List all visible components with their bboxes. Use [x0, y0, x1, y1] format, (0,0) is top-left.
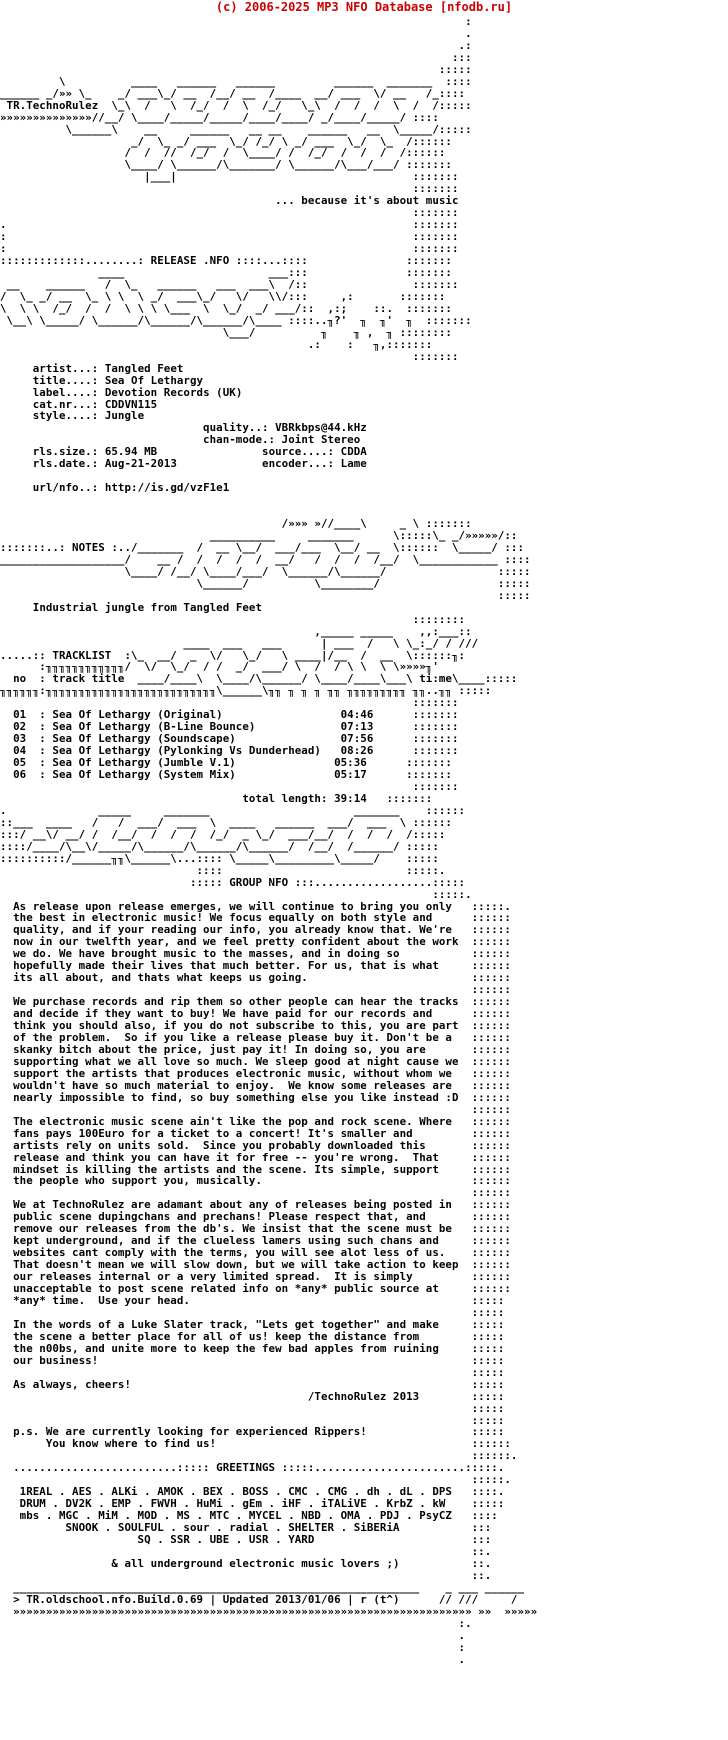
- total-label: ::::::: total length:: [242, 780, 459, 805]
- track-row: 06 : Sea Of Lethargy (System Mix) 05:17 :::::::: [0, 768, 452, 782]
- title-label: title....:: [32, 373, 99, 387]
- source-label: source....:: [157, 445, 341, 459]
- size-label: rls.size.:: [32, 445, 99, 459]
- greetings-text: 1REAL . AES . ALKi . AMOK . BEX . BOSS . CMC . CMG . dh . dL . DPS ::::. DRUM . DV2K . EMP . FWVH . HuMi . gEm . iHF . iTALiVE . KrbZ . kW ::::: mbs . MGC . MiM . MOD . MS . MTC . MYCEL . NBD . OMA . PDJ . PsyCZ :::: SNOOK . SOULFUL . sour . radial . SHELTER . SiBERiA ::: SQ . SSR . UBE . USR . YARD ::: ::. & all underground electronic music lovers ;) ::. ::.: [19, 1485, 505, 1582]
- track-row: 05 : Sea Of Lethargy (Jumble V.1) 05:36 :::::::: [0, 756, 452, 770]
- url-label: url/nfo..:: [32, 481, 99, 495]
- quality-value: VBRkbps@44.kHz: [275, 421, 367, 435]
- group-info-text: As release upon release emerges, we will continue to bring you only :::::. the best in electronic music! We focus equally on both style and :::::: quality, and if your reading our info, you already know that. We're :::::: now in our twelfth year, and we feel pretty confident about the work :::::: we do. We have brought music to the masses, and in doing so :::::: hopefully made their lives that much better. For us, that is what :::::: its all about, and thats what keeps us going. :::::: :::::: We purchase records and rip them so other people can hear the tracks :::::: and decide if they want to buy! We have paid for our records and :::::: think you should also, if you do not subscribe to this, you are part :::::: of the problem. So if you like a release please buy it. Don't be a :::::: skanky bitch about the price, just pay it! In doing so, you are :::::: supporting what we all love so much. We sleep good at night cause we :::::: support the artists that produces electronic music, without whom we :::::: wouldn't have so much material to enjoy. We know some releases are :::::: nearly impossible to find, so buy something else you like instead :D :::::: :::::: The electronic music scene ain't like the pop and rock scene. Where :::::: fans pays 100Euro for a ticket to a concert! It's smaller and :::::: artists rely on units sold. Since you probably downloaded this :::::: release and think you can have it for free -- you're wrong. That :::::: mindset is killing the artists and the scene. Its simple, support :::::: the people who support you, musically. :::::: :::::: We at TechnoRulez are adamant about any of releases being posted in :::::: public scene dupingchans and prechans! Please respect that, and :::::: remove our releases from the db's. We insist that the scene must be :::::: kept underground, and if the clueless lamers using such chans and :::::: websites cant comply with the terms, you will see alot less of us. :::::: That doesn't mean we will slow down, but we will take action to keep :::::: our releases internal or a very limited spread. It is simply :::::: unacceptable to post scene related info on *any* public source at :::::: *any* time. Use your head. ::::: ::::: In the words of a Luke Slater track, "Lets get together" and make ::::: the scene a better place for all of us! keep the distance from ::::: the n00bs, and unite more to keep the few bad apples from ruining ::::: our business! ::::: ::::: As always, cheers! ::::: /TechnoRulez 2013 ::::: ::::: ::::: p.s. We are currently looking for experienced Rippers! ::::: You know where to find us! :::::: ::::::.: [13, 899, 518, 1463]
- encoder-value: Lame: [340, 457, 367, 471]
- title-value: Sea Of Lethargy: [104, 373, 204, 387]
- date-value: Aug-21-2013: [104, 457, 177, 471]
- greetings-header: .........................::::: GREETINGS :::::.......................:::::. :::::.: [13, 1461, 511, 1487]
- footer-art: ______________________________________________________________ _ ___ ______ > TR.oldschool.nfo.Build.0.69 | Updated 2013/01/06 | r (t^) // /// / »»»»»»»»»»»»»»»»»»»»»»»»»»»»»»»»»»»»»»»»»»»»»»»»»»»»»»»»»»»»»»»»»»»»»» »» »»»»» :. . : .: [13, 1580, 538, 1666]
- catnr-value: CDDVN115: [104, 397, 158, 411]
- chan-label: chan-mode.:: [203, 433, 276, 447]
- url-link[interactable]: http://is.gd/vzF1e1: [104, 481, 230, 495]
- artist-label: ::::::: artist...:: [32, 349, 459, 375]
- notes-text: Industrial jungle from Tangled Feet: [32, 600, 263, 614]
- source-value: CDDA: [340, 445, 367, 459]
- total-value: 39:14: [334, 791, 367, 805]
- catnr-label: cat.nr...:: [32, 397, 99, 411]
- track-row: 01 : Sea Of Lethargy (Original) 04:46 :::::::: [0, 708, 459, 722]
- style-value: Jungle: [104, 409, 145, 423]
- track-row: 02 : Sea Of Lethargy (B-Line Bounce) 07:13 :::::::: [0, 720, 459, 734]
- encoder-label: encoder...:: [176, 457, 341, 471]
- artist-value: Tangled Feet: [104, 361, 184, 375]
- tracklist-art: :::::::: ,_____ _____ ,,:___:: ____ ___ ___ | ___ / \ \_:_/ / /// .....:: TRACKLIST :\_ __/ _ \/ \_/ \ ____|/__ / __ \::::::╖: :╖╖╖╖╖╖╖╖╖╖╖╖/ \/ \_/ / / _/ ___/ \ / / \ \ \ \»»»»╖' no : track title ____/____\ \____/\______/ \____/____\___\ ti:me\____::::: ╖╖╖╖╖╖:╖╖╖╖╖╖╖╖╖╖╖╖╖╖╖╖╖╖╖╖╖╖╖╖╖╖\______\╖╖ ╖ ╖ ╖ ╖╖ ╖╖╖╖╖╖╖╖╖ ╖╖..╖╖ ::::: :::::::: [0, 612, 518, 710]
- size-value: 65.94 MB: [104, 445, 158, 459]
- quality-label: quality..:: [203, 421, 269, 435]
- date-label: rls.date.:: [32, 457, 99, 471]
- track-row: 04 : Sea Of Lethargy (Pylonking Vs Dunderhead) 08:26 :::::::: [0, 744, 459, 758]
- track-row: 03 : Sea Of Lethargy (Soundscape) 07:56 :::::::: [0, 732, 459, 746]
- label-value: Devotion Records (UK): [104, 385, 243, 399]
- nfo-document: [0, 16, 537, 1666]
- label-label: label....:: [32, 385, 99, 399]
- database-header: (c) 2006-2025 MP3 NFO Database [nfodb.ru]: [215, 0, 513, 14]
- chan-value: Joint Stereo: [281, 433, 361, 447]
- notes-art: /»»» »//____\ _ \ ::::::: __________ _______ \:::::\_ _/»»»»»/:: :::::::..: NOTES :../_______ / __ \__/ ___/___ \__/ __ \:::::: \_____/ ::: ___________________/ __ / / / / / __/ / / / /__/ \____________ :::: \____/ /__/ \____/___/ \______/\______/ ::::: \______/ \________/ ::::: :::::: [0, 517, 531, 602]
- group-art: ::::::: . _____ _______ _______ :::::: ::___ ____ / / ___/ ___ \ ____ ______ ___/ ___ \ :::::: :::/ __\/ __/ / /__/ / / / /_/ _ \_/ ___/__/ / / / /::::: ::::/____/\__\/_____/\______/\______/\______/ /__/ /______/ ::::: ::::::::::/______╖╖\______\...:::: \_____\_________\_____/ ::::: :::: :::::. ::::: GROUP NFO :::..................::::: :::::.: [0, 791, 472, 901]
- style-label: style....:: [32, 409, 99, 423]
- logo-art: : . .: ::: ::::: \ ____ ______ ______ ______ _______ :::: ______ _/»» \_ _/ ___\_/ __ /__/ __ /____ __/ ___ \/ __ /_:::: TR.TechnoRulez \_\ / \ /_/ / \ /_/ \_\ / / / \ / /::::: »»»»»»»»»»»»»»//__/ \____/_____/_____/____/____/ _/____/_____/ :::: \______\ __ ______ __ __ ______ __ \_____/::::: _/ \_ _/ ___ \_/ /_/ \ _/ ___ \_/ \_ /:::::: / / // /_/ / \____/ / /_/ / / / /:::::: \____/ \______/\_______/ \______/\___/___/ ::::::: |___| ::::::: ::::::: ... because it's about music ::::::: . ::::::: : ::::::: : ::::::: :::::::::::::........: RELEASE .NFO ::::...:::: ::::::: ____ ___::: ::::::: __ ______ / \_ ______ ___ ___\ /:: ::::::: / \_ _/ __ \_ \ \ \ _/ ___\_/ \/ \\/::: ,: ::::::: \ \ \ /_/ / / \ \ \ \___ \ \_/ _/ ___/:: ,:; ::. ::::::: \__\ \_____/ \______/\______/\______/\____ ::::..╖?' ╖ ╖' ╖ ::::::: \___/ ╖ ╖ , ╖ :::::::: .: : ╖,:::::::: [0, 15, 472, 351]
